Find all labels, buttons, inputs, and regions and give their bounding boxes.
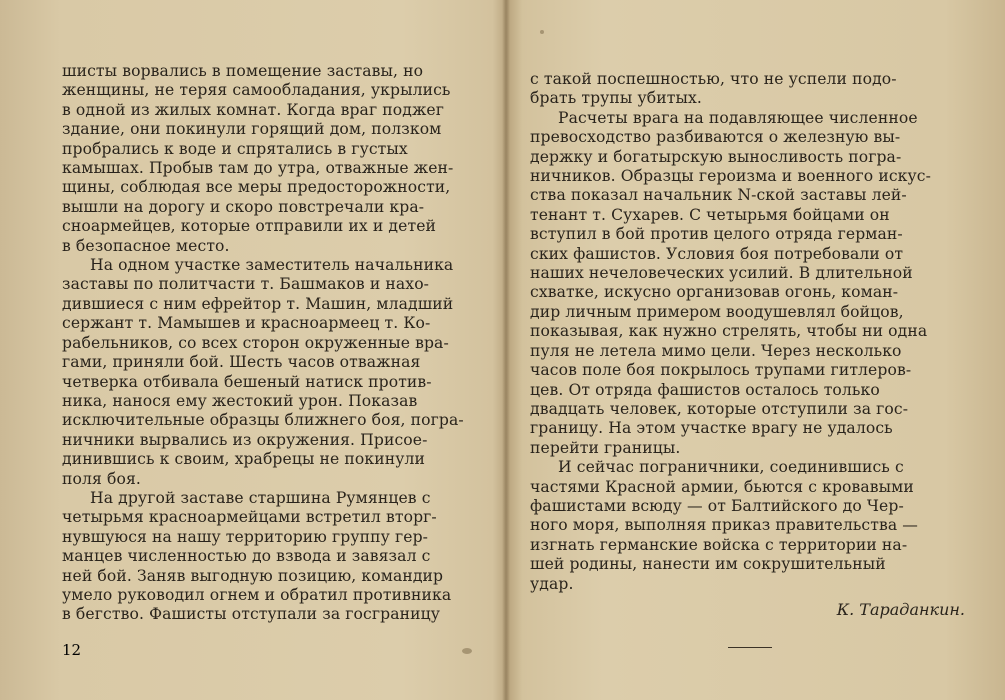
closing-rule [728,647,772,648]
right-page [505,0,1005,700]
paper-stain [540,30,544,34]
author-signature: К. Тараданкин. [836,599,965,619]
right-paragraph-2: Расчеты врага на подавляющее численное превосходство разбиваются о железную вы- держку и богатырскую выносливость погра- ничников. Образцы героизма и военного искус- ства показал начальник N-ской заставы лей- тенант т. Сухарев. С четырьмя бойцами он вступил в бой против целого отряда герман- ских фашистов. Условия боя потребовали от наших нечеловеческих усилий. В длительной схватке, искусно организовав огонь, коман- дир личным примером воодушевлял бойцов, показывая, как нужно стрелять, чтобы ни одна пуля не летела мимо цели. Через несколько часов поле боя покрылось трупами гитлеров- цев. От отряда фашистов осталось только двадцать человек, которые отступили за гос- границу. На этом участке врагу не удалось перейти границы. [530,108,931,457]
left-paragraph-3: На другой заставе старшина Румянцев с четырьмя красноармейцами встретил вторг- нувшуюся на нашу территорию группу гер- манцев численностью до взвода и завязал с ней бой. Заняв выгодную позицию, командир умело руководил огнем и обратил противника в бегство. Фашисты отступали за госграницу [62,488,452,624]
right-paragraph-1: с такой поспешностью, что не успели подо- брать трупы убитых. [530,70,897,108]
page-number: 12 [62,641,82,659]
left-paragraph-2: На одном участке заместитель начальника заставы по политчасти т. Башмаков и нахо- дившиеся с ним ефрейтор т. Машин, младший сержант т. Мамышев и красноармеец т. Ко- рабельников, со всех сторон окруженные вра- гами, приняли бой. Шесть часов отважная четверка отбивала бешеный натиск против- ника, нанося ему жестокий урон. Показав исключительные образцы ближнего боя, погра- ничники вырвались из окружения. Присое- динившись к своим, храбрецы не покинули поля боя. [62,256,464,488]
right-paragraph-3: И сейчас пограничники, соединившись с частями Красной армии, бьются с кровавыми фашистами всюду — от Балтийского до Чер- ного моря, выполняя приказ правительства — изгнать германские войска с территории на- шей родины, нанести им сокрушительный удар. [530,458,919,593]
left-paragraph-1: шисты ворвались в помещение заставы, но женщины, не теряя самообладания, укрылись в одной из жилых комнат. Когда враг поджег здание, они покинули горящий дом, ползком пробрались к воде и спрятались в густых камышах. Пробыв там до утра, отважные жен- щины, соблюдая все меры предосторожности, вышли на дорогу и скоро повстречали кра- сноармейцев, которые отправили их и детей в безопасное место. [62,62,454,255]
paper-stain [462,648,472,654]
